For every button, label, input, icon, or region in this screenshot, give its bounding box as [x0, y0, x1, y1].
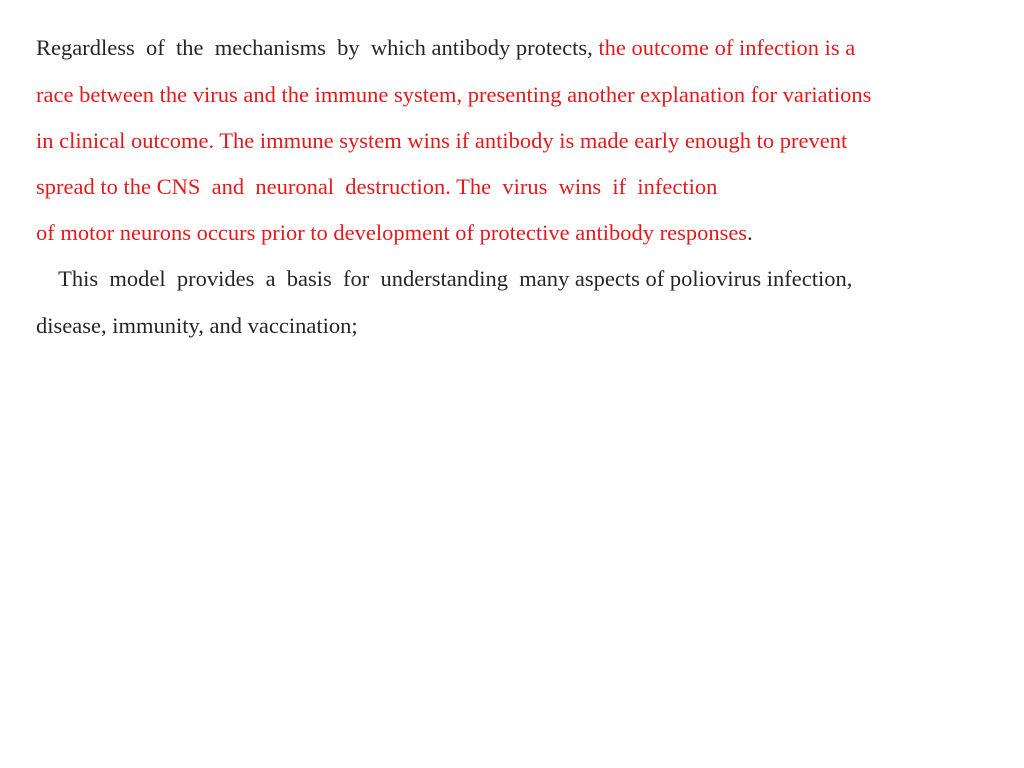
- paragraph-1-line-2: race between the virus and the immune system, presenting another explanation for variations: [36, 82, 872, 107]
- paragraph-2-line-2: disease, immunity, and vaccination;: [36, 313, 358, 338]
- paragraph-1-line-5: [36, 218, 753, 248]
- paragraph-1-line-1: [36, 33, 855, 63]
- paragraph-1-line-3: in clinical outcome. The immune system wins if antibody is made early enough to prevent: [36, 128, 848, 153]
- paragraph-2-line-1: This model provides a basis for understanding many aspects of poliovirus infection,: [36, 266, 853, 291]
- paragraph-1-period: .: [747, 220, 753, 245]
- paragraph-1-line-4: spread to the CNS and neuronal destruction. The virus wins if infection: [36, 174, 718, 199]
- paragraph-1-highlight-text-end: of motor neurons occurs prior to development of protective antibody responses: [36, 220, 748, 245]
- paragraph-1-plain-text: Regardless of the mechanisms by which antibody protects,: [36, 35, 599, 60]
- paragraph-1-highlight-text: the outcome of infection is a: [598, 35, 856, 60]
